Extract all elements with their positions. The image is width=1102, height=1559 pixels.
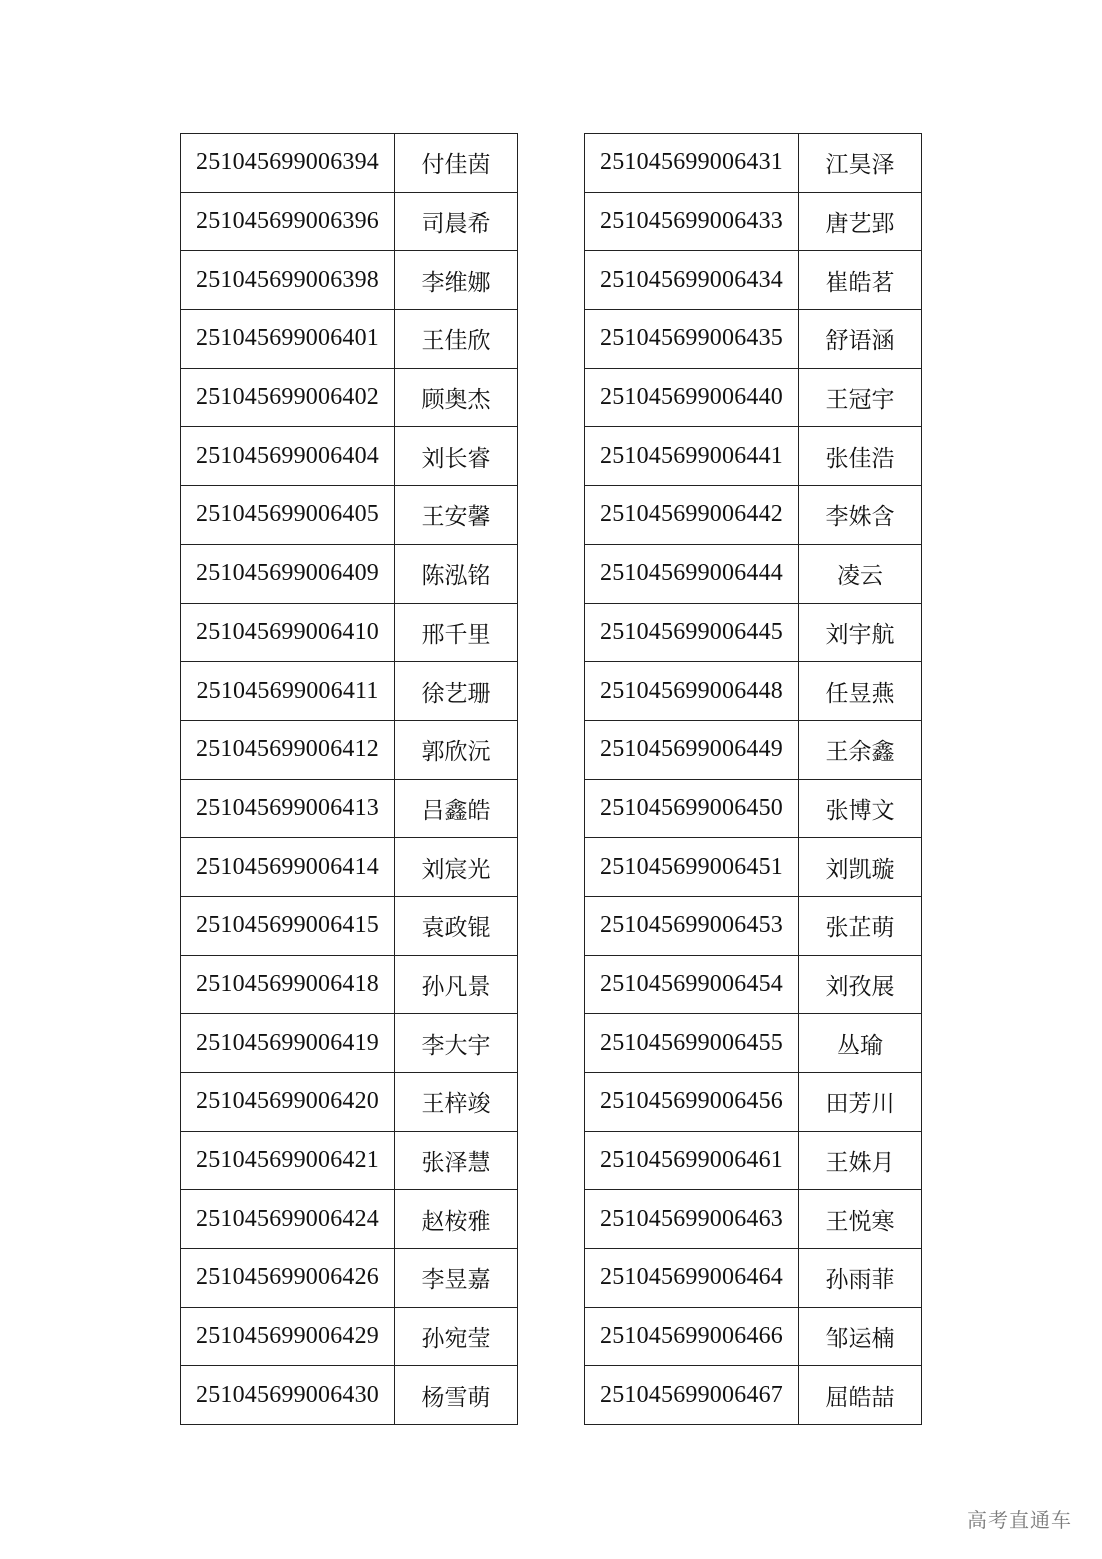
table-row — [181, 486, 518, 545]
exam-id-cell: 251045699006451 — [585, 838, 799, 897]
exam-id-cell: 251045699006396 — [181, 192, 395, 251]
student-name-cell: 王姝月 — [799, 1131, 922, 1190]
student-name-cell: 王悦寒 — [799, 1190, 922, 1249]
exam-id-cell: 251045699006411 — [181, 662, 395, 721]
student-name-cell: 赵桉雅 — [395, 1190, 518, 1249]
exam-id-cell: 251045699006418 — [181, 955, 395, 1014]
exam-id-cell: 251045699006444 — [585, 544, 799, 603]
student-name-cell: 李维娜 — [395, 251, 518, 310]
table-row — [181, 427, 518, 486]
roster-table-right-body — [585, 134, 922, 1425]
student-name-cell: 刘长睿 — [395, 427, 518, 486]
table-row — [181, 1131, 518, 1190]
exam-id-cell: 251045699006413 — [181, 779, 395, 838]
student-name-cell: 田芳川 — [799, 1073, 922, 1132]
table-row — [585, 720, 922, 779]
exam-id-cell: 251045699006454 — [585, 955, 799, 1014]
table-row — [585, 955, 922, 1014]
exam-id-cell: 251045699006409 — [181, 544, 395, 603]
student-name-cell: 李昱嘉 — [395, 1249, 518, 1308]
table-row — [585, 544, 922, 603]
table-row — [181, 134, 518, 193]
student-name-cell: 李姝含 — [799, 486, 922, 545]
table-row — [585, 368, 922, 427]
table-row — [585, 192, 922, 251]
table-row — [585, 1073, 922, 1132]
exam-id-cell: 251045699006394 — [181, 134, 395, 193]
exam-id-cell: 251045699006414 — [181, 838, 395, 897]
exam-id-cell: 251045699006412 — [181, 720, 395, 779]
exam-id-cell: 251045699006440 — [585, 368, 799, 427]
exam-id-cell: 251045699006424 — [181, 1190, 395, 1249]
exam-id-cell: 251045699006426 — [181, 1249, 395, 1308]
student-name-cell: 杨雪萌 — [395, 1366, 518, 1425]
student-name-cell: 王佳欣 — [395, 310, 518, 369]
table-row — [181, 662, 518, 721]
exam-id-cell: 251045699006401 — [181, 310, 395, 369]
exam-id-cell: 251045699006434 — [585, 251, 799, 310]
table-row — [585, 779, 922, 838]
student-name-cell: 郭欣沅 — [395, 720, 518, 779]
student-name-cell: 任昱燕 — [799, 662, 922, 721]
student-name-cell: 江昊泽 — [799, 134, 922, 193]
table-row — [181, 896, 518, 955]
student-name-cell: 顾奥杰 — [395, 368, 518, 427]
exam-id-cell: 251045699006420 — [181, 1073, 395, 1132]
student-name-cell: 崔皓茗 — [799, 251, 922, 310]
table-row — [585, 134, 922, 193]
table-row — [181, 192, 518, 251]
table-row — [181, 779, 518, 838]
exam-id-cell: 251045699006463 — [585, 1190, 799, 1249]
exam-id-cell: 251045699006449 — [585, 720, 799, 779]
exam-id-cell: 251045699006455 — [585, 1014, 799, 1073]
exam-id-cell: 251045699006431 — [585, 134, 799, 193]
student-name-cell: 司晨希 — [395, 192, 518, 251]
student-name-cell: 王余鑫 — [799, 720, 922, 779]
student-name-cell: 王安馨 — [395, 486, 518, 545]
student-name-cell: 李大宇 — [395, 1014, 518, 1073]
exam-id-cell: 251045699006410 — [181, 603, 395, 662]
table-row — [181, 1307, 518, 1366]
table-row — [181, 1014, 518, 1073]
table-row — [585, 251, 922, 310]
table-row — [585, 896, 922, 955]
table-row — [585, 1014, 922, 1073]
exam-id-cell: 251045699006419 — [181, 1014, 395, 1073]
student-name-cell: 刘宇航 — [799, 603, 922, 662]
student-name-cell: 唐艺郢 — [799, 192, 922, 251]
exam-id-cell: 251045699006448 — [585, 662, 799, 721]
student-name-cell: 孙宛莹 — [395, 1307, 518, 1366]
student-name-cell: 刘凯璇 — [799, 838, 922, 897]
table-row — [585, 838, 922, 897]
table-row — [181, 955, 518, 1014]
student-name-cell: 付佳茵 — [395, 134, 518, 193]
watermark-text: 高考直通车 — [967, 1508, 1072, 1532]
student-name-cell: 舒语涵 — [799, 310, 922, 369]
exam-id-cell: 251045699006466 — [585, 1307, 799, 1366]
exam-id-cell: 251045699006445 — [585, 603, 799, 662]
table-row — [585, 662, 922, 721]
table-row — [181, 368, 518, 427]
table-row — [181, 1249, 518, 1308]
table-row — [181, 1073, 518, 1132]
table-row — [585, 1131, 922, 1190]
student-name-cell: 邹运楠 — [799, 1307, 922, 1366]
student-name-cell: 孙凡景 — [395, 955, 518, 1014]
table-row — [585, 1366, 922, 1425]
student-name-cell: 徐艺珊 — [395, 662, 518, 721]
table-row — [585, 310, 922, 369]
exam-id-cell: 251045699006405 — [181, 486, 395, 545]
table-row — [181, 544, 518, 603]
exam-id-cell: 251045699006453 — [585, 896, 799, 955]
exam-id-cell: 251045699006415 — [181, 896, 395, 955]
roster-table-right — [584, 133, 922, 1425]
student-name-cell: 刘宸光 — [395, 838, 518, 897]
student-name-cell: 张芷萌 — [799, 896, 922, 955]
exam-id-cell: 251045699006398 — [181, 251, 395, 310]
student-name-cell: 陈泓铭 — [395, 544, 518, 603]
table-row — [585, 486, 922, 545]
student-name-cell: 凌云 — [799, 544, 922, 603]
table-row — [181, 251, 518, 310]
student-name-cell: 孙雨菲 — [799, 1249, 922, 1308]
exam-id-cell: 251045699006467 — [585, 1366, 799, 1425]
student-name-cell: 王梓竣 — [395, 1073, 518, 1132]
student-name-cell: 屈皓喆 — [799, 1366, 922, 1425]
student-name-cell: 袁政锟 — [395, 896, 518, 955]
table-row — [181, 838, 518, 897]
exam-id-cell: 251045699006402 — [181, 368, 395, 427]
roster-table-left-body — [181, 134, 518, 1425]
table-row — [181, 720, 518, 779]
exam-id-cell: 251045699006429 — [181, 1307, 395, 1366]
exam-id-cell: 251045699006456 — [585, 1073, 799, 1132]
exam-id-cell: 251045699006404 — [181, 427, 395, 486]
student-name-cell: 张泽慧 — [395, 1131, 518, 1190]
table-row — [585, 1307, 922, 1366]
exam-id-cell: 251045699006435 — [585, 310, 799, 369]
table-row — [181, 310, 518, 369]
table-row — [585, 1190, 922, 1249]
exam-id-cell: 251045699006450 — [585, 779, 799, 838]
table-row — [181, 603, 518, 662]
student-name-cell: 王冠宇 — [799, 368, 922, 427]
student-name-cell: 吕鑫皓 — [395, 779, 518, 838]
student-name-cell: 张佳浩 — [799, 427, 922, 486]
exam-id-cell: 251045699006442 — [585, 486, 799, 545]
exam-id-cell: 251045699006421 — [181, 1131, 395, 1190]
exam-id-cell: 251045699006464 — [585, 1249, 799, 1308]
table-row — [585, 603, 922, 662]
student-name-cell: 刘孜展 — [799, 955, 922, 1014]
student-name-cell: 张博文 — [799, 779, 922, 838]
student-name-cell: 邢千里 — [395, 603, 518, 662]
exam-id-cell: 251045699006461 — [585, 1131, 799, 1190]
roster-table-left — [180, 133, 518, 1425]
table-row — [585, 1249, 922, 1308]
exam-id-cell: 251045699006441 — [585, 427, 799, 486]
exam-id-cell: 251045699006430 — [181, 1366, 395, 1425]
table-row — [181, 1190, 518, 1249]
table-row — [585, 427, 922, 486]
table-row — [181, 1366, 518, 1425]
exam-id-cell: 251045699006433 — [585, 192, 799, 251]
student-name-cell: 丛瑜 — [799, 1014, 922, 1073]
